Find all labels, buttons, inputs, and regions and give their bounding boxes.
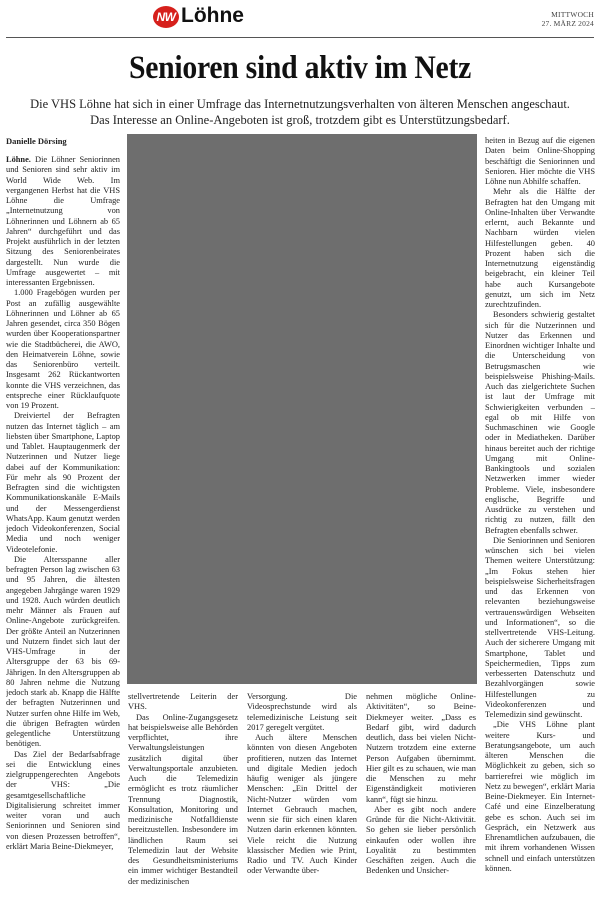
- paragraph: [485, 187, 595, 310]
- text-column-2: [128, 692, 238, 903]
- text-column-5: [485, 136, 595, 903]
- article-photo: [127, 134, 477, 684]
- paragraph-text: Die Altersspanne aller befragten Person lag zwischen 63 und 95 Jahren, die ältesten angegeben Jahrgänge waren 1929 und 1928. Auch würden deutlich mehr Männer als Frauen auf Online-Angebote zurückgreifen. Der größte Anteil an Nutzerinnen und Nutzern findet sich laut der VHS-Umfrage in der Altersgruppe der 63 bis 69-Jährigen. In den Altersgruppen ab 80 Jahren nehme die Nutzung jedoch stark ab. Knapp die Hälfte der befragten Nutzerinnen und Nutzer surfen ohne Hilfe im Web, die übrigen Befragten würden gelegentliche Unterstützung benötigen.: [6, 554, 120, 749]
- paragraph-text: Versorgung. Die Videosprechstunde wird als telemedizinische Leistung seit 2017 geregelt vergütet.: [247, 692, 357, 732]
- paragraph-text: 1.000 Fragebögen wurden per Post an zufällig ausgewählte Löhnerinnen und Löhner ab 65 Jahren gesendet, circa 350 Bögen wurden über Kooperationspartner wie die Stadtbücherei, die AWO, den Heimatverein Löhne, sowie das Seniorenbüro verteilt. Insgesamt 262 Rückantworten konnte die VHS verzeichnen, das entspreche einer Rücklaufquote von 19 Prozent.: [6, 288, 120, 410]
- nw-logo-badge[interactable]: NW: [153, 6, 179, 28]
- paragraph: [6, 555, 120, 750]
- paragraph: [485, 720, 595, 874]
- paragraph-text: Die Seniorinnen und Senioren wünschen sich bei vielen Themen weitere Unterstützung: „Im Fokus stehen hier beispielsweise Sicherheitsfragen und das Erkennen von relevanten beziehungsweise vertrauenswürdigen Webseiten und Informationen“, so die stellvertretende VHS-Leitung. Auch der sicherere Umgang mit Smartphone, Tablet und Speichermedien, Tipps zum verbesserten Datenschutz und Bezahlvorgängen sowie Hilfestellungen zu Videokonferenzen und Telemedizin sind gewünscht.: [485, 535, 595, 719]
- paragraph: [485, 310, 595, 536]
- paragraph-text: nehmen mögliche Online-Aktivitäten“, so Beine-Diekmeyer weiter. „Dass es Bedarf gibt, wird dadurch deutlich, dass bei vielen Nicht-Nutzern trotzdem eine externe Person Aufgaben übernimmt. Hier gilt es zu schauen, wie man die Menschen zu mehr Eigenständigkeit motivieren kann“, fügt sie hinzu.: [366, 692, 476, 804]
- paragraph-text: Die Löhner Seniorinnen und Senioren sind sehr aktiv im World Wide Web. Im vergangenen Herbst hat die VHS Löhne die Umfrage „Internetnutzung von Löhnerinnen und Löhnern ab 65 Jahren“ durchgeführt und das Projekt ausführlich in der letzten Sitzung des Seniorenbeirates dargestellt. Nun wurde die Umfrage ausgewertet – mit interessanten Ergebnissen.: [6, 155, 120, 287]
- text-column-4: [366, 692, 476, 903]
- date: 27. MÄRZ 2024: [541, 19, 594, 28]
- paragraph-text: Auch ältere Menschen könnten von diesen Angeboten profitieren, nutzen das Internet und digitale Medien jedoch häufig weniger als jüngere Menschen: „Ein Drittel der Nicht-Nutzer würden vom Internet Gebrauch machen, wenn sie für sich einen klaren Nutzen darin erkennen könnten. Viele reicht die Nutzung klassischer Medien wie Print, Radio und TV. Auch Kinder oder Verwandte über-: [247, 733, 357, 876]
- paragraph-text: „Die VHS Löhne plant weitere Kurs- und Beratungsangebote, um auch älteren Menschen die Möglichkeit zu geben, sich so barrierefrei wie möglich im Netz zu bewegen“, erklärt Maria Beine-Diekmeyer. Ein Internet-Café und eine Einzelberatung gebe es schon. Auch sei im Gespräch, ein Netzwerk aus Ehrenamtlichen aufzubauen, die mit ihrem vorhandenen Wissen schnell und einfach unterstützen können.: [485, 720, 595, 873]
- paragraph: [366, 692, 476, 805]
- logo-text[interactable]: Löhne: [181, 4, 244, 27]
- masthead-divider: [6, 37, 594, 38]
- paragraph: [247, 733, 357, 877]
- article-teaser: Die VHS Löhne hat sich in einer Umfrage das Internetnutzungsverhalten von älteren Menschen angeschaut. Das Interesse an Online-Angeboten ist groß, trotzdem gibt es Unterstützungsbedarf.: [30, 97, 570, 127]
- weekday: MITTWOCH: [551, 10, 594, 19]
- paragraph: [247, 692, 357, 733]
- paragraph: [6, 411, 120, 555]
- paragraph: [485, 136, 595, 187]
- paragraph: [485, 536, 595, 721]
- paragraph-text: stellvertretende Leiterin der VHS.: [128, 692, 238, 712]
- paragraph: [128, 713, 238, 887]
- paragraph: [366, 805, 476, 877]
- paragraph-text: heiten in Bezug auf die eigenen Daten beim Online-Shopping beschäftigt die Seniorinnen und Senioren. Hier möchte die VHS Löhne nun Abhilfe schaffen.: [485, 136, 595, 186]
- author-byline: Danielle Dörsing: [6, 136, 67, 146]
- paragraph-text: Besonders schwierig gestaltet sich für die Nutzerinnen und Nutzer das Erkennen und Einordnen wichtiger Inhalte und die Unterscheidung von Betrugsmaschen wie beispielsweise Phishing-Mails. Auch das zielgerichtete Suchen ist laut der Umfrage mit Schwierigkeiten verbunden – egal ob mit Hilfe von Suchmaschinen wie Google oder in Mediatheken. Darüber hinaus bereitet auch der richtige Umgang mit Online-Bankingtools und sozialen Netzwerken immer wieder Probleme. Viele, insbesondere englische, Begriffe und Ausdrücke zu verstehen und richtig zu nutzen, fällt den Befragten ebenfalls schwer.: [485, 310, 595, 535]
- paragraph-text: Das Ziel der Bedarfsabfrage sei die Entwicklung eines zielgruppengerechten Angebots der VHS: „Die gesamtgesellschaftliche Digitalisierung schreitet immer weiter voran und auch Seniorinnen und Senioren sind von diesen Prozessen betroffen“, erklärt Maria Beine-Diekmeyer,: [6, 749, 120, 851]
- text-column-3: [247, 692, 357, 903]
- article-headline: Senioren sind aktiv im Netz: [129, 50, 471, 86]
- dateline: [542, 10, 594, 28]
- paragraph: [6, 155, 120, 288]
- dateline-lead: Löhne.: [6, 155, 31, 164]
- paragraph: [6, 750, 120, 853]
- paragraph-text: Mehr als die Hälfte der Befragten hat den Umgang mit Online-Inhalten über Verwandte erlernt, auch Bekannte und Nachbarn würden vielen Hilfestellungen geben. 40 Prozent haben sich die Internetnutzung eigenständig beigebracht, ein kleiner Teil habe auch Kursangebote genutzt, um sich im Netz zurechtzufinden.: [485, 187, 595, 309]
- paragraph-text: Dreiviertel der Befragten nutzen das Internet täglich – am liebsten über Smartphone, Laptop und Tablet. Hauptaugenmerk der Nutzerinnen und Nutzer liege dabei auf der Kommunikation: Für mehr als 90 Prozent der Befragten sind die wichtigsten Kommunikationskanäle E-Mails und der Messengerdienst WhatsApp. Kaum genutzt werden jedoch Videokonferenzen, Social Media und noch weniger Videotelefonie.: [6, 411, 120, 554]
- paragraph: [128, 692, 238, 713]
- paragraph-text: Das Online-Zugangsgesetz hat beispielsweise alle Behörden verpflichtet, ihre Verwaltungsleistungen zusätzlich digital über Verwaltungsportale anzubieten. Auch die Telemedizin ermöglicht es trotz räumlicher Trennung Diagnostik, Konsultation, Monitoring und medizinische Notfalldienste bereitzustellen. Insbesondere im ländlichen Raum sei Telemedizin laut der Website des Gesundheitsministeriums ein immer wichtiger Bestandteil der medizinischen: [128, 712, 238, 886]
- text-column-1: [6, 155, 120, 903]
- paragraph-text: Aber es gibt noch andere Gründe für die Nicht-Aktivität. So gehen sie lieber persönlich einkaufen oder wollen ihre Loyalität zu bestimmten Geschäften zeigen. Auch die Bedenken und Unsicher-: [366, 804, 476, 876]
- masthead: [0, 0, 600, 38]
- paragraph: [6, 288, 120, 411]
